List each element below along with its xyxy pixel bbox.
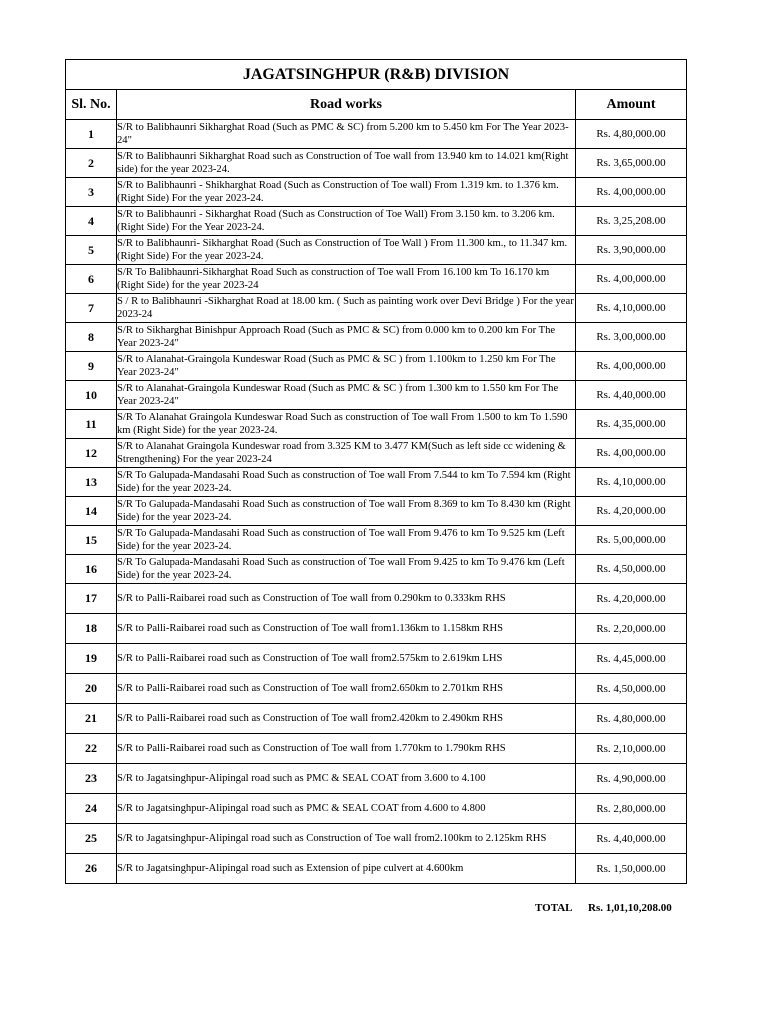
row-road-work: S/R to Palli-Raibarei road such as Construction of Toe wall from2.650km to 2.701km RHS: [117, 674, 576, 704]
row-sl-no: 14: [66, 497, 117, 526]
table-row: [66, 178, 687, 207]
row-sl-no: 6: [66, 265, 117, 294]
row-sl-no: 17: [66, 584, 117, 614]
row-road-work: S/R To Galupada-Mandasahi Road Such as construction of Toe wall From 9.425 to km To 9.476 km (Left Side) for the year 2023-24.: [117, 555, 576, 584]
table-row: [66, 794, 687, 824]
row-road-work: S/R to Jagatsinghpur-Alipingal road such as Extension of pipe culvert at 4.600km: [117, 854, 576, 884]
row-sl-no: 18: [66, 614, 117, 644]
row-amount: Rs. 4,00,000.00: [576, 352, 687, 381]
table-row: [66, 236, 687, 265]
table-row: [66, 352, 687, 381]
row-amount: Rs. 4,40,000.00: [576, 381, 687, 410]
table-row: [66, 294, 687, 323]
row-sl-no: 1: [66, 120, 117, 149]
row-sl-no: 16: [66, 555, 117, 584]
division-title: JAGATSINGHPUR (R&B) DIVISION: [66, 60, 687, 90]
row-sl-no: 11: [66, 410, 117, 439]
table-row: [66, 704, 687, 734]
table-row: [66, 207, 687, 236]
row-amount: Rs. 2,80,000.00: [576, 794, 687, 824]
row-sl-no: 2: [66, 149, 117, 178]
row-amount: Rs. 4,80,000.00: [576, 120, 687, 149]
table-row: [66, 764, 687, 794]
table-row: [66, 614, 687, 644]
total-label: TOTAL: [535, 902, 573, 914]
row-road-work: S/R to Palli-Raibarei road such as Construction of Toe wall from2.575km to 2.619km LHS: [117, 644, 576, 674]
row-sl-no: 15: [66, 526, 117, 555]
row-road-work: S/R to Alanahat-Graingola Kundeswar Road (Such as PMC & SC ) from 1.300 km to 1.550 km For The Year 2023-24": [117, 381, 576, 410]
row-amount: Rs. 4,35,000.00: [576, 410, 687, 439]
row-amount: Rs. 4,10,000.00: [576, 468, 687, 497]
row-amount: Rs. 4,20,000.00: [576, 497, 687, 526]
table-row: [66, 584, 687, 614]
row-sl-no: 7: [66, 294, 117, 323]
row-road-work: S/R to Palli-Raibarei road such as Construction of Toe wall from 0.290km to 0.333km RHS: [117, 584, 576, 614]
row-amount: Rs. 3,00,000.00: [576, 323, 687, 352]
column-header-amount: Amount: [576, 90, 687, 120]
row-sl-no: 13: [66, 468, 117, 497]
row-amount: Rs. 1,50,000.00: [576, 854, 687, 884]
row-road-work: S/R to Sikharghat Binishpur Approach Road (Such as PMC & SC) from 0.000 km to 0.200 km For The Year 2023-24": [117, 323, 576, 352]
row-road-work: S/R to Jagatsinghpur-Alipingal road such as PMC & SEAL COAT from 4.600 to 4.800: [117, 794, 576, 824]
row-sl-no: 9: [66, 352, 117, 381]
row-amount: Rs. 3,25,208.00: [576, 207, 687, 236]
row-sl-no: 23: [66, 764, 117, 794]
table-row: [66, 149, 687, 178]
table-row: [66, 323, 687, 352]
row-road-work: S/R To Balibhaunri-Sikharghat Road Such as construction of Toe wall From 16.100 km To 16.170 km (Right Side) for the year 2023-24: [117, 265, 576, 294]
table-row: [66, 526, 687, 555]
row-sl-no: 10: [66, 381, 117, 410]
row-road-work: S / R to Balibhaunri -Sikharghat Road at 18.00 km. ( Such as painting work over Devi Bridge ) For the year 2023-24: [117, 294, 576, 323]
row-sl-no: 24: [66, 794, 117, 824]
row-amount: Rs. 4,10,000.00: [576, 294, 687, 323]
row-road-work: S/R to Palli-Raibarei road such as Construction of Toe wall from1.136km to 1.158km RHS: [117, 614, 576, 644]
row-sl-no: 20: [66, 674, 117, 704]
row-amount: Rs. 3,65,000.00: [576, 149, 687, 178]
table-row: [66, 120, 687, 149]
row-sl-no: 21: [66, 704, 117, 734]
row-road-work: S/R To Galupada-Mandasahi Road Such as construction of Toe wall From 9.476 to km To 9.525 km (Left Side) for the year 2023-24.: [117, 526, 576, 555]
row-road-work: S/R to Jagatsinghpur-Alipingal road such as PMC & SEAL COAT from 3.600 to 4.100: [117, 764, 576, 794]
row-amount: Rs. 4,90,000.00: [576, 764, 687, 794]
row-sl-no: 5: [66, 236, 117, 265]
row-amount: Rs. 4,00,000.00: [576, 178, 687, 207]
row-road-work: S/R to Balibhaunri Sikharghat Road (Such as PMC & SC) from 5.200 km to 5.450 km For The Year 2023-24": [117, 120, 576, 149]
table-row: [66, 555, 687, 584]
row-road-work: S/R to Jagatsinghpur-Alipingal road such as Construction of Toe wall from2.100km to 2.125km RHS: [117, 824, 576, 854]
table-row: [66, 674, 687, 704]
row-road-work: S/R to Alanahat-Graingola Kundeswar Road (Such as PMC & SC ) from 1.100km to 1.250 km For The Year 2023-24": [117, 352, 576, 381]
column-header-sl-no: Sl. No.: [66, 90, 117, 120]
table-row: [66, 734, 687, 764]
row-road-work: S/R To Galupada-Mandasahi Road Such as construction of Toe wall From 7.544 to km To 7.594 km (Right Side) for the year 2023-24.: [117, 468, 576, 497]
row-sl-no: 19: [66, 644, 117, 674]
table-row: [66, 824, 687, 854]
table-row: [66, 439, 687, 468]
row-sl-no: 26: [66, 854, 117, 884]
row-road-work: S/R To Galupada-Mandasahi Road Such as construction of Toe wall From 8.369 to km To 8.430 km (Right Side) for the year 2023-24.: [117, 497, 576, 526]
row-amount: Rs. 2,20,000.00: [576, 614, 687, 644]
table-row: [66, 265, 687, 294]
row-sl-no: 3: [66, 178, 117, 207]
row-amount: Rs. 2,10,000.00: [576, 734, 687, 764]
table-row: [66, 854, 687, 884]
row-amount: Rs. 3,90,000.00: [576, 236, 687, 265]
row-amount: Rs. 4,50,000.00: [576, 674, 687, 704]
row-road-work: S/R to Alanahat Graingola Kundeswar road from 3.325 KM to 3.477 KM(Such as left side cc widening & Strengthening) For the year 2023-24: [117, 439, 576, 468]
row-amount: Rs. 4,00,000.00: [576, 439, 687, 468]
row-sl-no: 8: [66, 323, 117, 352]
column-header-road-works: Road works: [117, 90, 576, 120]
row-sl-no: 12: [66, 439, 117, 468]
row-amount: Rs. 4,50,000.00: [576, 555, 687, 584]
row-road-work: S/R to Palli-Raibarei road such as Construction of Toe wall from2.420km to 2.490km RHS: [117, 704, 576, 734]
row-amount: Rs. 5,00,000.00: [576, 526, 687, 555]
row-road-work: S/R To Alanahat Graingola Kundeswar Road Such as construction of Toe wall From 1.500 to km To 1.590 km (Right Side) for the year 2023-24.: [117, 410, 576, 439]
total-amount: Rs. 1,01,10,208.00: [588, 902, 672, 914]
road-works-table: [65, 59, 687, 884]
row-amount: Rs. 4,40,000.00: [576, 824, 687, 854]
row-amount: Rs. 4,20,000.00: [576, 584, 687, 614]
table-row: [66, 468, 687, 497]
row-road-work: S/R to Balibhaunri Sikharghat Road such as Construction of Toe wall from 13.940 km to 14.021 km(Right side) for the year 2023-24.: [117, 149, 576, 178]
row-amount: Rs. 4,45,000.00: [576, 644, 687, 674]
row-sl-no: 25: [66, 824, 117, 854]
table-row: [66, 497, 687, 526]
row-sl-no: 4: [66, 207, 117, 236]
row-road-work: S/R to Palli-Raibarei road such as Construction of Toe wall from 1.770km to 1.790km RHS: [117, 734, 576, 764]
row-road-work: S/R to Balibhaunri - Sikharghat Road (Such as Construction of Toe Wall) From 3.150 km. to 3.206 km. (Right Side) For the Year 2023-24.: [117, 207, 576, 236]
row-road-work: S/R to Balibhaunri - Shikharghat Road (Such as Construction of Toe wall) From 1.319 km. to 1.376 km. (Right Side) For the year 2023-24.: [117, 178, 576, 207]
row-amount: Rs. 4,80,000.00: [576, 704, 687, 734]
table-row: [66, 410, 687, 439]
table-row: [66, 644, 687, 674]
table-row: [66, 381, 687, 410]
row-sl-no: 22: [66, 734, 117, 764]
row-amount: Rs. 4,00,000.00: [576, 265, 687, 294]
row-road-work: S/R to Balibhaunri- Sikharghat Road (Such as Construction of Toe Wall ) From 11.300 km., to 11.347 km. (Right Side) For the year 2023-24.: [117, 236, 576, 265]
